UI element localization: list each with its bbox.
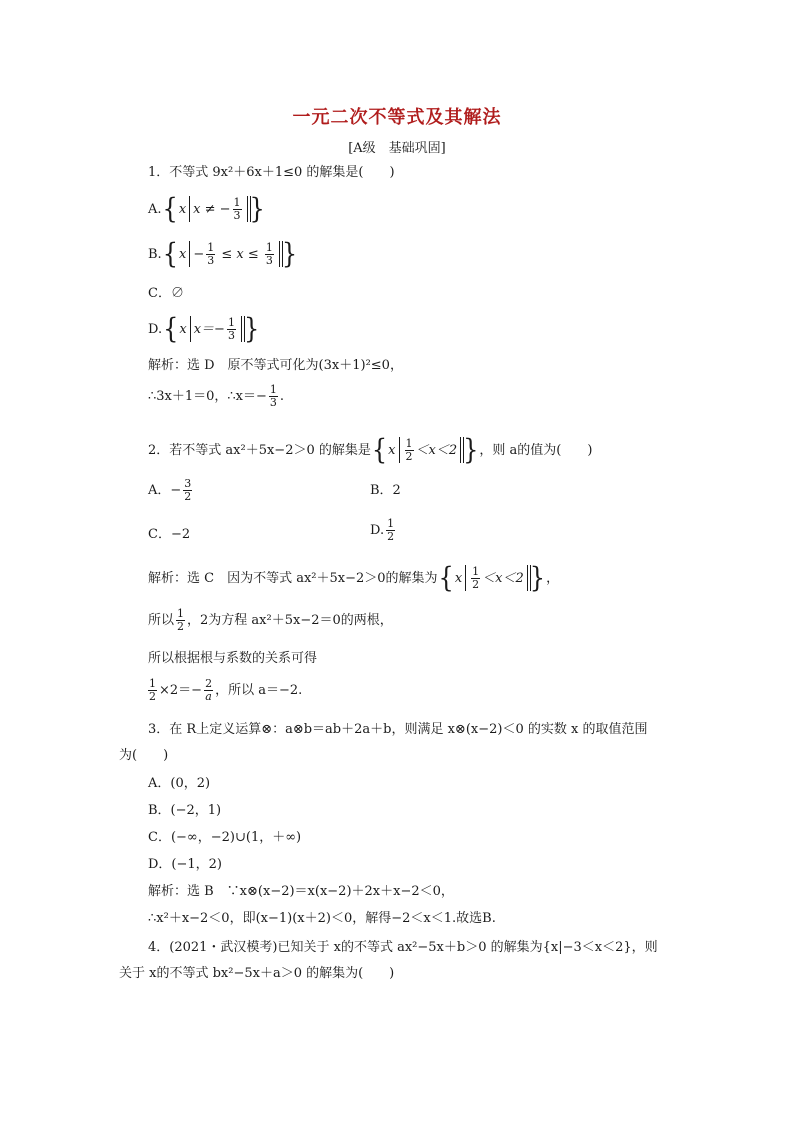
q1-analysis-line2: ∴3x＋1＝0，∴x＝− $\frac{1}{3}$ . [148, 383, 285, 409]
section-subtitle: [A级 基础巩固] [348, 141, 446, 156]
q3-option-a: A．(0，2) [148, 776, 211, 791]
q4-stem-line2: 关于 x的不等式 bx²−5x＋a＞0 的解集为( ) [119, 966, 395, 981]
q1-option-a: A. { x x ≠ − $\frac{1}{3}$ } [148, 192, 265, 226]
q2-analysis-line3: 所以根据根与系数的关系可得 [148, 651, 318, 666]
fraction: $\frac{1}{2}$ [405, 436, 413, 463]
fraction: $\frac{3}{2}$ [184, 477, 192, 503]
fraction: $\frac{1}{3}$ [269, 383, 277, 409]
fraction: $\frac{1}{3}$ [265, 240, 273, 267]
q2-stem: 2．若不等式 ax²＋5x−2＞0 的解集是 { x $\frac{1}{2}$ ＜x＜2 } ，则 a的值为( ) [148, 433, 593, 467]
q2-option-d: D. $\frac{1}{2}$ [370, 517, 395, 543]
q3-analysis-line2: ∴x²＋x−2＜0，即(x−1)(x＋2)＜0，解得−2＜x＜1.故选B. [148, 911, 496, 926]
fraction: $\frac{1}{3}$ [207, 240, 215, 267]
fraction: $\frac{1}{2}$ [149, 677, 156, 703]
q3-option-d: D．(−1，2) [148, 857, 223, 872]
q1-option-b: B. { x − $\frac{1}{3}$ ≤ x ≤ $\frac{1}{3}$ } [148, 237, 298, 271]
q1-analysis-line1: 解析：选 D 原不等式可化为(3x＋1)²≤0， [148, 358, 403, 373]
fraction: $\frac{1}{2}$ [177, 607, 185, 633]
q2-option-a: A．− $\frac{3}{2}$ [148, 477, 192, 503]
q3-stem-line1: 3．在 R上定义运算⊗：a⊗b＝ab＋2a＋b，则满足 x⊗(x−2)＜0 的实数 x 的取值范围 [148, 722, 648, 737]
fraction: $\frac{2}{a}$ [205, 677, 213, 703]
q2-analysis-line2: 所以 $\frac{1}{2}$ ，2为方程 ax²＋5x−2＝0的两根， [148, 607, 393, 633]
fraction: $\frac{1}{3}$ [233, 195, 241, 222]
q1-option-d: D. { x x＝− $\frac{1}{3}$ } [148, 312, 260, 346]
q2-option-b: B．2 [370, 483, 401, 498]
q3-option-c: C．(−∞，−2)∪(1，＋∞) [148, 830, 302, 845]
fraction: $\frac{1}{3}$ [227, 315, 235, 342]
q3-analysis-line1: 解析：选 B ∵x⊗(x−2)＝x(x−2)＋2x＋x−2＜0， [148, 884, 454, 899]
q4-stem-line1: 4．(2021・武汉模考)已知关于 x的不等式 ax²−5x＋b＞0 的解集为{x|−3＜x＜2}，则 [148, 940, 658, 955]
q1-option-c: C．∅ [148, 286, 184, 301]
page-title: 一元二次不等式及其解法 [292, 107, 502, 128]
q3-stem-line2: 为( ) [119, 748, 169, 763]
q2-option-c: C．−2 [148, 527, 191, 542]
fraction: $\frac{1}{2}$ [472, 564, 480, 591]
q2-analysis-line1: 解析：选 C 因为不等式 ax²＋5x−2＞0的解集为 { x $\frac{1}{2}$ ＜x＜2 } ， [148, 561, 560, 595]
fraction: $\frac{1}{2}$ [387, 517, 395, 543]
q2-analysis-line4: $\frac{1}{2}$ ×2＝− $\frac{2}{a}$ ，所以 a＝−2. [149, 677, 303, 703]
q3-option-b: B．(−2，1) [148, 803, 222, 818]
q1-stem: 1．不等式 9x²＋6x＋1≤0 的解集是( ) [148, 165, 395, 180]
